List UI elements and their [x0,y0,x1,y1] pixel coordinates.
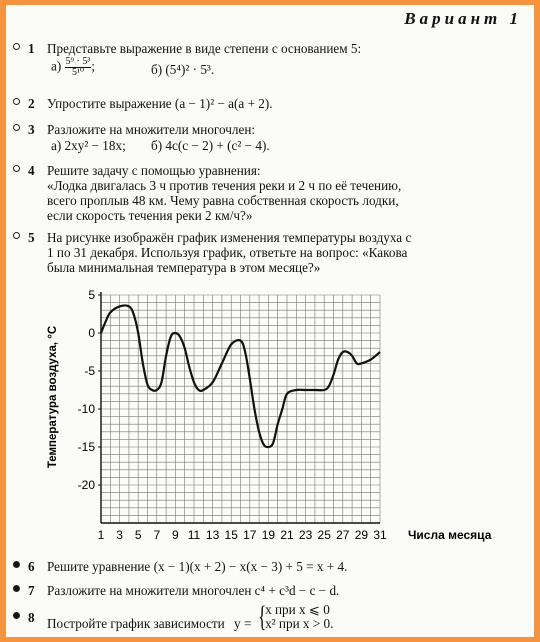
y-tick-label: 0 [88,326,95,340]
x-tick-label: 13 [205,528,220,542]
y-axis-label: Температура воздуха, °С [47,325,59,469]
task-number: 3 [28,122,35,137]
task-number: 5 [28,230,35,245]
task-bullet-icon [13,43,20,50]
task-bullet-icon [13,585,20,592]
task-5-line: На рисунке изображён график изменения температуры воздуха с [47,230,412,245]
task-number: 7 [28,583,35,598]
task-1-part-a [51,57,95,78]
task-5-line: была минимальная температура в этом месяце?» [47,260,321,275]
y-tick-label: -15 [77,440,95,454]
x-tick-label: 5 [134,528,142,542]
task-7-text: Разложите на множители многочлен c⁴ + c³d − c − d. [47,583,340,598]
task-5-line: 1 по 31 декабря. Используя график, ответьте на вопрос: «Какова [47,245,408,260]
task-number: 6 [28,559,35,574]
brace-icon: { [257,600,267,633]
x-tick-label: 29 [354,528,369,542]
fraction-numerator: 5⁹ · 5³ [65,56,91,67]
x-tick-label: 25 [317,528,331,542]
x-tick-label: 9 [172,528,179,542]
case-2: x² при x > 0. [265,616,334,631]
y-tick-label: -10 [77,402,95,416]
x-tick-label: 7 [153,528,161,542]
task-2-text: Упростите выражение (a − 1)² − a(a + 2). [47,96,273,111]
x-axis-label: Числа месяца [408,528,492,542]
task-8-text: Постройте график зависимости [47,616,225,632]
task-bullet-icon [13,612,20,619]
task-4-line: всего проплыв 48 км. Чему равна собственная скорость лодки, [47,193,399,208]
piecewise-cases [265,603,333,631]
part-label: а) [51,58,62,74]
x-tick-label: 21 [280,528,294,542]
task-3-part-a: а) 2xy² − 18x; [51,138,126,153]
task-4-line: Решите задачу с помощью уравнения: [47,163,261,178]
temperature-chart [6,290,534,542]
case-1: x при x ⩽ 0 [265,602,330,617]
task-4-line: если скорость течения реки 2 км/ч?» [47,208,253,223]
y-tick-label: -20 [77,478,95,492]
x-tick-label: 27 [336,528,350,542]
task-1-text: Представьте выражение в виде степени с основанием 5: [47,41,362,56]
fraction [65,57,92,78]
variant-title: Вариант 1 [404,9,522,28]
x-tick-label: 1 [97,528,105,542]
chart-grid [101,295,380,523]
task-1-part-b [151,62,214,77]
task-number: 2 [28,96,35,111]
fraction-denominator: 5¹⁰ [71,67,84,78]
y-tick-label: 5 [88,290,95,302]
task-3-text: Разложите на множители многочлен: [47,122,256,137]
task-6-text: Решите уравнение (x − 1)(x + 2) − x(x − 3) + 5 = x + 4. [47,559,348,574]
x-tick-label: 11 [187,528,201,542]
part-label: б) [151,62,163,77]
task-bullet-icon [13,98,20,105]
task-bullet-icon [13,124,20,131]
expression: (5⁴)² · 5³. [165,62,215,77]
y-tick-label: -5 [84,364,95,378]
x-tick-label: 23 [298,528,313,542]
task-bullet-icon [13,561,20,568]
task-number: 8 [28,610,35,625]
task-bullet-icon [13,232,20,239]
task-8-lhs: y = [234,616,252,632]
task-4-line: «Лодка двигалась 3 ч против течения реки и 2 ч по её течению, [47,178,402,193]
task-number: 1 [28,41,35,56]
punctuation: ; [91,58,96,74]
x-tick-label: 3 [116,528,123,542]
task-3-part-b: б) 4c(c − 2) + (c² − 4). [151,138,270,153]
task-bullet-icon [13,165,20,172]
x-tick-label: 17 [243,528,257,542]
worksheet [6,5,534,637]
chart-ticks [78,290,387,542]
task-number: 4 [28,163,35,178]
x-tick-label: 15 [224,528,238,542]
x-tick-label: 31 [373,528,387,542]
x-tick-label: 19 [261,528,276,542]
